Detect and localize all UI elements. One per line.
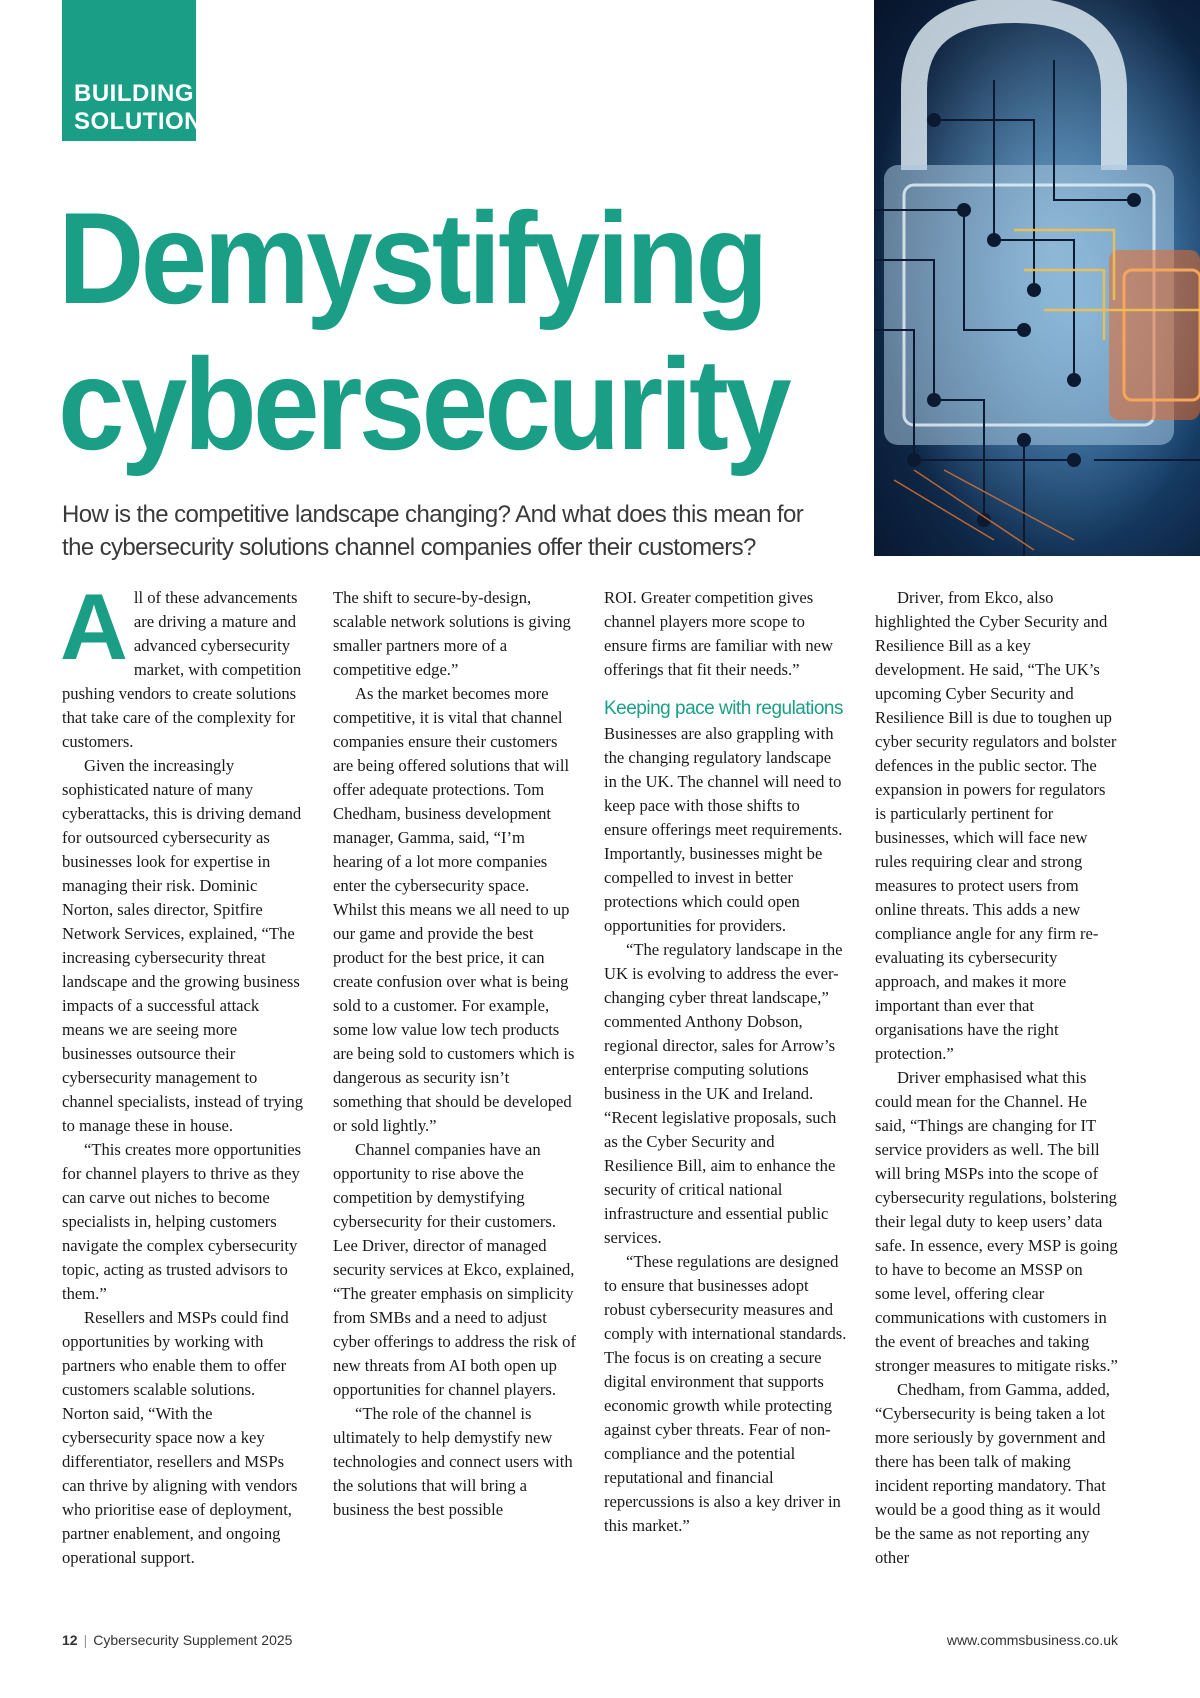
section-tag (62, 0, 219, 141)
subheading: Keeping pace with regulations (604, 698, 844, 719)
paragraph: Channel companies have an opportunity to rise above the competition by demystifying cybersecurity for their customers. Lee Driver, director of managed security services at Ekco, explained, “The greater emphasis on simplicity from SMBs and a need to adjust cyber offerings to address the risk of new threats from AI both open up opportunities for channel players. (333, 1140, 576, 1399)
page-footer (62, 1632, 1118, 1654)
paragraph: Resellers and MSPs could find opportunities by working with partners who enable them to offer customers scalable solutions. Norton said, “With the cybersecurity space now a key differentiator, resellers and MSPs can thrive by aligning with vendors who prioritise ease of deployment, partner enablement, and ongoing operational support. (62, 1308, 298, 1567)
paragraph: The shift to secure-by-design, scalable network solutions is giving smaller partners more of a competitive edge.” (333, 588, 571, 679)
headline (58, 185, 794, 477)
publication-name: Cybersecurity Supplement 2025 (93, 1632, 293, 1648)
section-tag-line-1: BUILDING (74, 80, 194, 107)
paragraph: Businesses are also grappling with the changing regulatory landscape in the UK. The channel will need to keep pace with those shifts to ensure offerings meet requirements. Importantly, businesses might be compelled to invest in better protections which could open opportunities for providers. (604, 724, 843, 935)
article-column-2 (333, 586, 576, 1522)
paragraph: “This creates more opportunities for channel players to thrive as they can carve out niches to become specialists in, helping customers navigate the complex cybersecurity topic, acting as trusted advisors to them.” (62, 1140, 302, 1303)
footer-left (62, 1632, 292, 1648)
section-tag-line-2: SOLUTIONS (74, 108, 219, 135)
paragraph: Driver emphasised what this could mean for the Channel. He said, “Things are changing for IT service providers as well. The bill will bring MSPs into the scope of cybersecurity regulations, bolstering their legal duty to keep users’ data safe. In essence, every MSP is going to have to become an MSSP on some level, offering clear communications with customers in the event of breaches and taking stronger measures to mitigate risks.” (875, 1068, 1118, 1375)
standfirst: How is the competitive landscape changing? And what does this mean for the cybersecurity solutions channel companies offer their customers? (62, 501, 804, 561)
article-column-3 (604, 586, 847, 1538)
footer-separator: | (83, 1632, 88, 1648)
drop-cap: A (60, 574, 128, 679)
paragraph: “The regulatory landscape in the UK is evolving to address the ever-changing cyber threat landscape,” commented Anthony Dobson, regional director, sales for Arrow’s enterprise computing solutions business in the UK and Ireland. “Recent legislative proposals, such as the Cyber Security and Resilience Bill, aim to enhance the security of critical national infrastructure and essential public services. (604, 940, 843, 1247)
headline-line-2: cybersecurity (58, 331, 789, 477)
website-url: www.commsbusiness.co.uk (946, 1632, 1118, 1648)
headline-line-1: Demystifying (58, 185, 765, 331)
page-number: 12 (62, 1632, 78, 1648)
paragraph: As the market becomes more competitive, it is vital that channel companies ensure their customers are being offered solutions that will offer adequate protections. Tom Chedham, business development manager, Gamma, said, “I’m hearing of a lot more companies enter the cybersecurity space. Whilst this means we all need to up our game and provide the best product for the best price, it can create confusion over what is being sold to a customer. For example, some low value low tech products are being sold to customers which is dangerous as security isn’t something that should be developed or sold lightly.” (333, 684, 575, 1135)
lock-circuit-illustration (874, 0, 1200, 556)
paragraph: Driver, from Ekco, also highlighted the Cyber Security and Resilience Bill as a key development. He said, “The UK’s upcoming Cyber Security and Resilience Bill is due to toughen up cyber security regulators and bolster defences in the public sector. The expansion in powers for regulators is particularly pertinent for businesses, which will face new rules requiring clear and strong measures to protect users from online threats. This adds a new compliance angle for any firm re-evaluating its cybersecurity approach, and makes it more important than ever that organisations have the right protection.” (875, 588, 1117, 1063)
paragraph: “The role of the channel is ultimately to help demystify new technologies and connect users with the solutions that will bring a business the best possible (333, 1404, 573, 1519)
paragraph: All of these advancements are driving a mature and advanced cybersecurity market, with competition pushing vendors to create solutions that take care of the complexity for customers. (60, 574, 302, 751)
paragraph: ROI. Greater competition gives channel players more scope to ensure firms are familiar with new offerings that fit their needs.” (604, 588, 833, 679)
article-column-4 (875, 586, 1118, 1570)
circuit-lines (874, 0, 1200, 556)
paragraph: “These regulations are designed to ensure that businesses adopt robust cybersecurity measures and comply with international standards. The focus is on creating a secure digital environment that supports economic growth while protecting against cyber threats. Fear of non-compliance and the potential reputational and financial repercussions is also a key driver in this market.” (604, 1252, 847, 1535)
paragraph: Chedham, from Gamma, added, “Cybersecurity is being taken a lot more seriously by government and there has been talk of making incident reporting mandatory. That would be a good thing as it would be the same as not reporting any other (875, 1380, 1110, 1567)
paragraph: Given the increasingly sophisticated nature of many cyberattacks, this is driving demand for outsourced cybersecurity as businesses look for expertise in managing their risk. Dominic Norton, sales director, Spitfire Network Services, explained, “The increasing cybersecurity threat landscape and the growing business impacts of a successful attack means we are seeing more businesses outsource their cybersecurity management to channel specialists, instead of trying to manage these in house. (62, 756, 304, 1135)
article-column-1 (60, 574, 305, 1570)
